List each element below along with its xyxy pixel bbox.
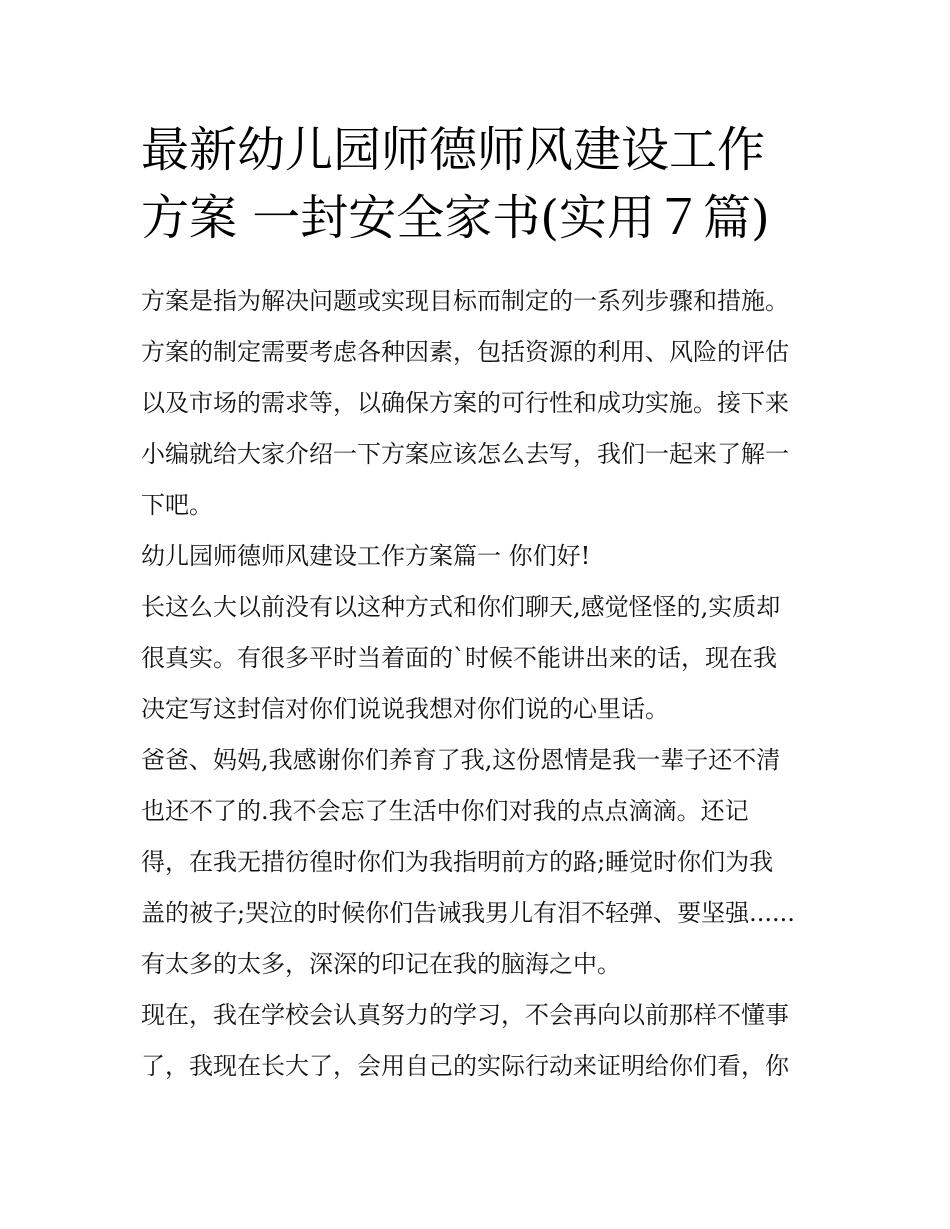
body-line: 方案是指为解决问题或实现目标而制定的一系列步骤和措施。 bbox=[141, 287, 789, 315]
title-line: 方案 一封安全家书(实用７篇) bbox=[141, 190, 770, 246]
body-line: 决定写这封信对你们说说我想对你们说的心里话。 bbox=[141, 695, 669, 723]
body-line: 有太多的太多，深深的印记在我的脑海之中。 bbox=[141, 950, 621, 978]
body-line: 长这么大以前没有以这种方式和你们聊天,感觉怪怪的,实质却 bbox=[141, 593, 781, 621]
body-line: 盖的被子;哭泣的时候你们告诫我男儿有泪不轻弹、要坚强...... bbox=[141, 899, 795, 927]
body-line: 小编就给大家介绍一下方案应该怎么去写，我们一起来了解一 bbox=[141, 440, 789, 468]
body-line: 了，我现在长大了，会用自己的实际行动来证明给你们看，你 bbox=[141, 1052, 789, 1080]
section-heading: 幼儿园师德师风建设工作方案篇一 你们好! bbox=[141, 542, 591, 570]
document-title bbox=[141, 116, 821, 252]
body-line: 爸爸、妈妈,我感谢你们养育了我,这份恩情是我一辈子还不清 bbox=[141, 746, 781, 774]
body-line: 下吧。 bbox=[141, 491, 213, 519]
body-line: 方案的制定需要考虑各种因素，包括资源的利用、风险的评估 bbox=[141, 338, 789, 366]
body-line: 得，在我无措彷徨时你们为我指明前方的路;睡觉时你们为我 bbox=[141, 848, 774, 876]
body-line: 以及市场的需求等，以确保方案的可行性和成功实施。接下来 bbox=[141, 389, 789, 417]
body-line: 现在，我在学校会认真努力的学习，不会再向以前那样不懂事 bbox=[141, 1001, 789, 1029]
title-line: 最新幼儿园师德师风建设工作 bbox=[141, 122, 766, 178]
body-line: 很真实。有很多平时当着面的`时候不能讲出来的话，现在我 bbox=[141, 644, 777, 672]
body-line: 也还不了的.我不会忘了生活中你们对我的点点滴滴。还记 bbox=[141, 797, 749, 825]
document-body bbox=[141, 276, 821, 1092]
